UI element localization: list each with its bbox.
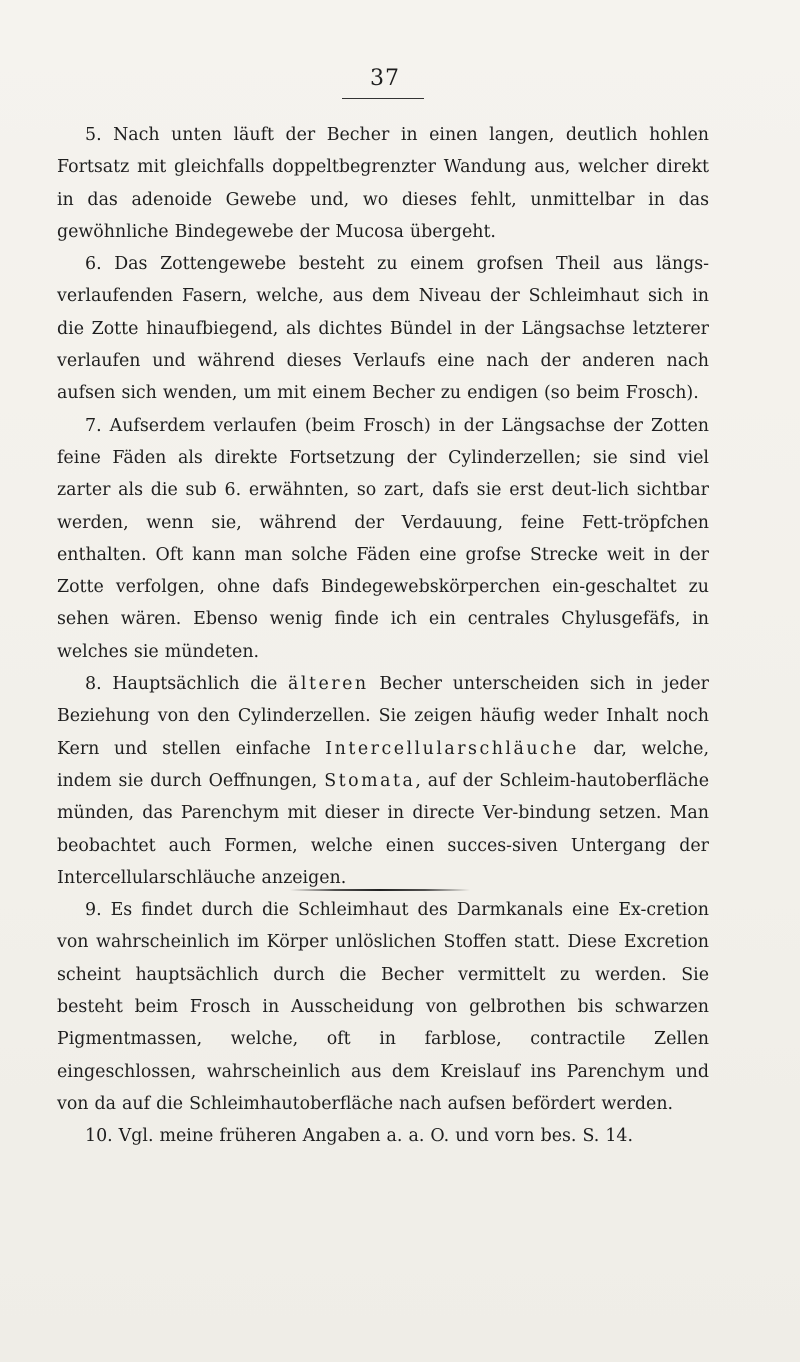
paragraph-7: 7. Aufserdem verlaufen (beim Frosch) in der Längsachse der Zotten feine Fäden als direkte Fortsetzung der Cylinderzellen; sie sind viel zarter als die sub 6. erwähnten, so zart, dafs sie erst deut-lich sichtbar werden, wenn sie, während der Verdauung, feine Fett-tröpfchen enthalten. Oft kann man solche Fäden eine grofse Strecke weit in der Zotte verfolgen, ohne dafs Bindegewebskörperchen ein-geschaltet zu sehen wären. Ebenso wenig finde ich ein centrales Chylusgefäfs, in welches sie mündeten. (57, 415, 709, 662)
paragraph-9: 9. Es findet durch die Schleimhaut des Darmkanals eine Ex-cretion von wahrscheinlich im Körper unlöslichen Stoffen statt. Diese Excretion scheint hauptsächlich durch die Becher vermittelt zu werden. Sie besteht beim Frosch in Ausscheidung von gelbrothen bis schwarzen Pigmentmassen, welche, oft in farblose, contractile Zellen eingeschlossen, wahrscheinlich aus dem Kreislauf ins Parenchym und von da auf die Schleimhautoberfläche nach aufsen befördert werden. (57, 900, 709, 1114)
page-number-rule (342, 98, 424, 99)
paragraph-8-part-4: , auf der Schleim-hautoberfläche münden, das Parenchym mit dieser in directe Ver-bindung setzen. Man beobachtet auch Formen, welche einen succes-siven Untergang der Intercellularschläuche anzeigen. (57, 770, 710, 888)
paragraph-8 (57, 668, 709, 894)
end-divider (290, 889, 470, 891)
emphasis-stomata: Stomata (324, 770, 416, 791)
page-number: 37 (370, 66, 400, 91)
emphasis-intercellularschlaeuche: Intercellularschläuche (325, 738, 579, 759)
emphasis-aelteren: älteren (288, 674, 369, 695)
paragraph-8-part-3: dar, welche, indem sie durch Oeffnungen, (57, 738, 709, 791)
paragraph-10: 10. Vgl. meine früheren Angaben a. a. O. und vorn bes. S. 14. (85, 1126, 633, 1147)
body-text (57, 119, 709, 1153)
paragraph-6: 6. Das Zottengewebe besteht zu einem grofsen Theil aus längs-verlaufenden Fasern, welche, aus dem Niveau der Schleimhaut sich in die Zotte hinaufbiegend, als dichtes Bündel in der Längsachse letzterer verlaufen und während dieses Verlaufs eine nach der anderen nach aufsen sich wenden, um mit einem Becher zu endigen (so beim Frosch). (57, 254, 709, 404)
paragraph-8-part-2: Becher unterscheiden sich in jeder Beziehung von den Cylinderzellen. Sie zeigen häufig weder Inhalt noch Kern und stellen einfache (57, 674, 709, 759)
paragraph-8-part-1: 8. Hauptsächlich die (85, 674, 289, 695)
paragraph-5: 5. Nach unten läuft der Becher in einen langen, deutlich hohlen Fortsatz mit gleichfalls doppeltbegrenzter Wandung aus, welcher direkt in das adenoide Gewebe und, wo dieses fehlt, unmittelbar in das gewöhnliche Bindegewebe der Mucosa übergeht. (57, 125, 709, 242)
